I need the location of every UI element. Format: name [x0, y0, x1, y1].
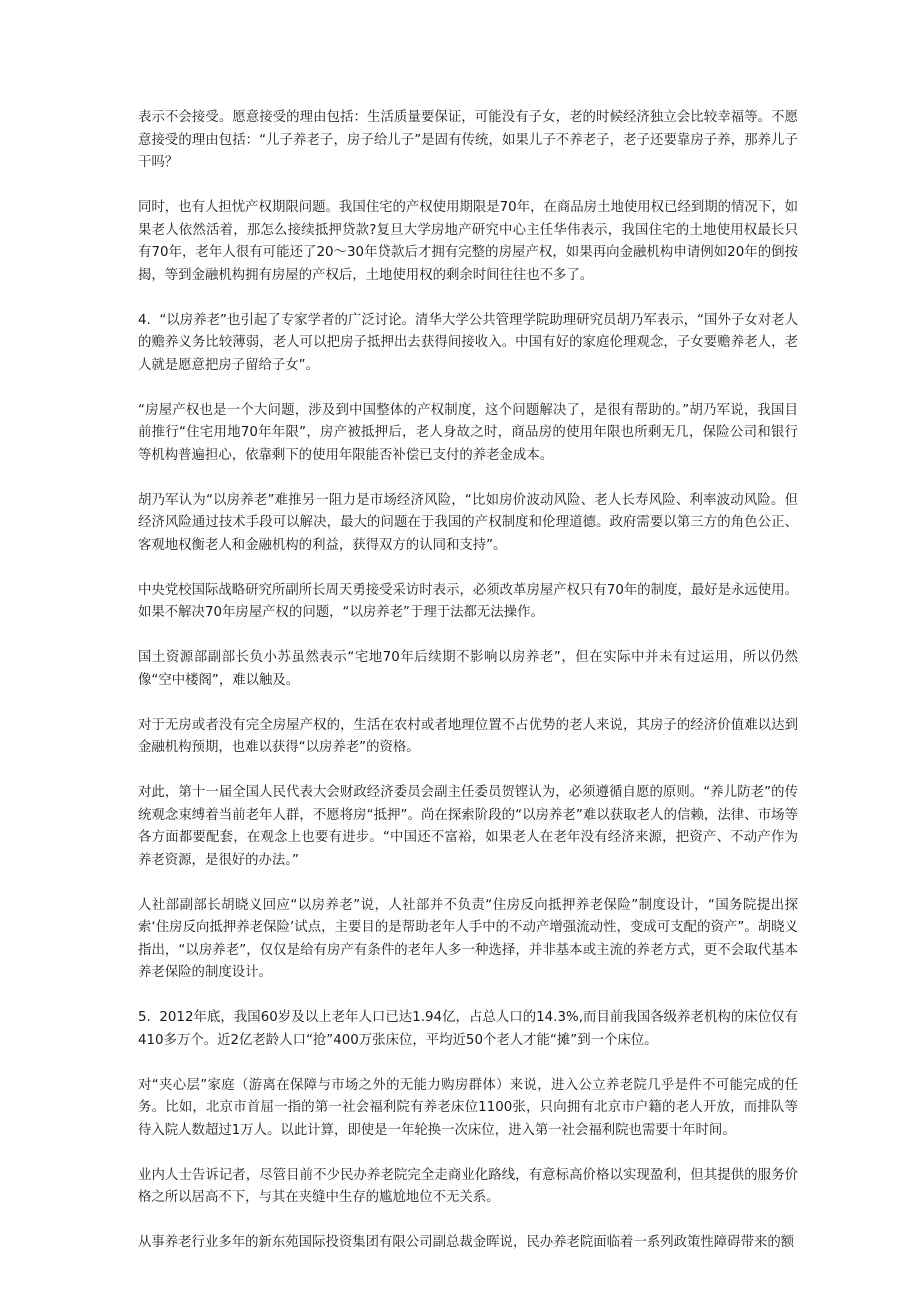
paragraph: 4. “以房养老”也引起了专家学者的广泛讨论。清华大学公共管理学院助理研究员胡乃军表示，“国外子女对老人的赡养义务比较薄弱，老人可以把房子抵押出去获得间接收入。中国有好的家庭伦理观念，子女要赡养老人，老人就是愿意把房子留给子女”。 [138, 312, 798, 373]
paragraph: 5. 2012年底，我国60岁及以上老年人口已达1.94亿，占总人口的14.3%,而目前我国各级养老机构的床位仅有410多万个。近2亿老龄人口“抢”400万张床位，平均近50个老人才能“摊”到一个床位。 [138, 1010, 798, 1048]
paragraph: 人社部副部长胡晓义回应“以房养老”说，人社部并不负责“住房反向抵押养老保险”制度设计，“国务院提出探索‘住房反向抵押养老保险’试点，主要目的是帮助老年人手中的不动产增强流动性，变成可支配的资产”。胡晓义指出，“以房养老”，仅仅是给有房产有条件的老年人多一种选择，并非基本或主流的养老方式，更不会取代基本养老保险的制度设计。 [138, 897, 798, 980]
paragraph: 胡乃军认为“以房养老”难推另一阻力是市场经济风险，“比如房价波动风险、老人长寿风险、利率波动风险。但经济风险通过技术手段可以解决，最大的问题在于我国的产权制度和伦理道德。政府需要以第三方的角色公正、客观地权衡老人和金融机构的利益，获得双方的认同和支持”。 [138, 492, 798, 553]
document-body [138, 107, 798, 1277]
paragraph: 表示不会接受。愿意接受的理由包括：生活质量要保证，可能没有子女，老的时候经济独立会比较幸福等。不愿意接受的理由包括：“儿子养老子，房子给儿子”是固有传统，如果儿子不养老子，老子还要靠房子养，那养儿子干吗？ [138, 110, 798, 170]
paragraph: 对于无房或者没有完全房屋产权的，生活在农村或者地理位置不占优势的老人来说，其房子的经济价值难以达到金融机构预期，也难以获得“以房养老”的资格。 [138, 717, 798, 755]
paragraph: 对此，第十一届全国人民代表大会财政经济委员会副主任委员贺铿认为，必须遵循自愿的原则。“养儿防老”的传统观念束缚着当前老年人群，不愿将房“抵押”。尚在探索阶段的“以房养老”难以获取老人的信赖，法律、市场等各方面都要配套，在观念上也要有进步。“中国还不富裕，如果老人在老年没有经济来源，把资产、不动产作为养老资源，是很好的办法。” [138, 785, 798, 868]
paragraph: 同时，也有人担忧产权期限问题。我国住宅的产权使用期限是70年，在商品房土地使用权已经到期的情况下，如果老人依然活着，那怎么接续抵押贷款?复旦大学房地产研究中心主任华伟表示，我国住宅的土地使用权最长只有70年，老年人很有可能还了20〜30年贷款后才拥有完整的房屋产权，如果再向金融机构申请例如20年的倒按揭，等到金融机构拥有房屋的产权后，土地使用权的剩余时间往往也不多了。 [138, 200, 798, 283]
paragraph: 从事养老行业多年的新东苑国际投资集团有限公司副总裁金晖说，民办养老院面临着一系列政策性障碍带来的额 [138, 1235, 795, 1250]
paragraph: 对“夹心层”家庭（游离在保障与市场之外的无能力购房群体）来说，进入公立养老院几乎是件不可能完成的任务。比如，北京市首屈一指的第一社会福利院有养老床位1100张，只向拥有北京市户籍的老人开放，而排队等待入院人数超过1万人。以此计算，即使是一年轮换一次床位，进入第一社会福利院也需要十年时间。 [138, 1077, 798, 1138]
paragraph: 中央党校国际战略研究所副所长周天勇接受采访时表示，必须改革房屋产权只有70年的制度，最好是永远使用。如果不解决70年房屋产权的问题，“以房养老”于理于法都无法操作。 [138, 582, 798, 620]
paragraph: 业内人士告诉记者，尽管目前不少民办养老院完全走商业化路线，有意标高价格以实现盈利，但其提供的服务价格之所以居高不下，与其在夹缝中生存的尴尬地位不无关系。 [138, 1167, 798, 1205]
paragraph: “房屋产权也是一个大问题，涉及到中国整体的产权制度，这个问题解决了，是很有帮助的。”胡乃军说，我国目前推行“住宅用地70年年限”，房产被抵押后，老人身故之时，商品房的使用年限也所剩无几，保险公司和银行等机构普遍担心，依靠剩下的使用年限能否补偿已支付的养老金成本。 [138, 402, 798, 463]
paragraph: 国土资源部副部长负小苏虽然表示“宅地70年后续期不影响以房养老”，但在实际中并未有过运用，所以仍然像“空中楼阁”，难以触及。 [138, 650, 798, 688]
